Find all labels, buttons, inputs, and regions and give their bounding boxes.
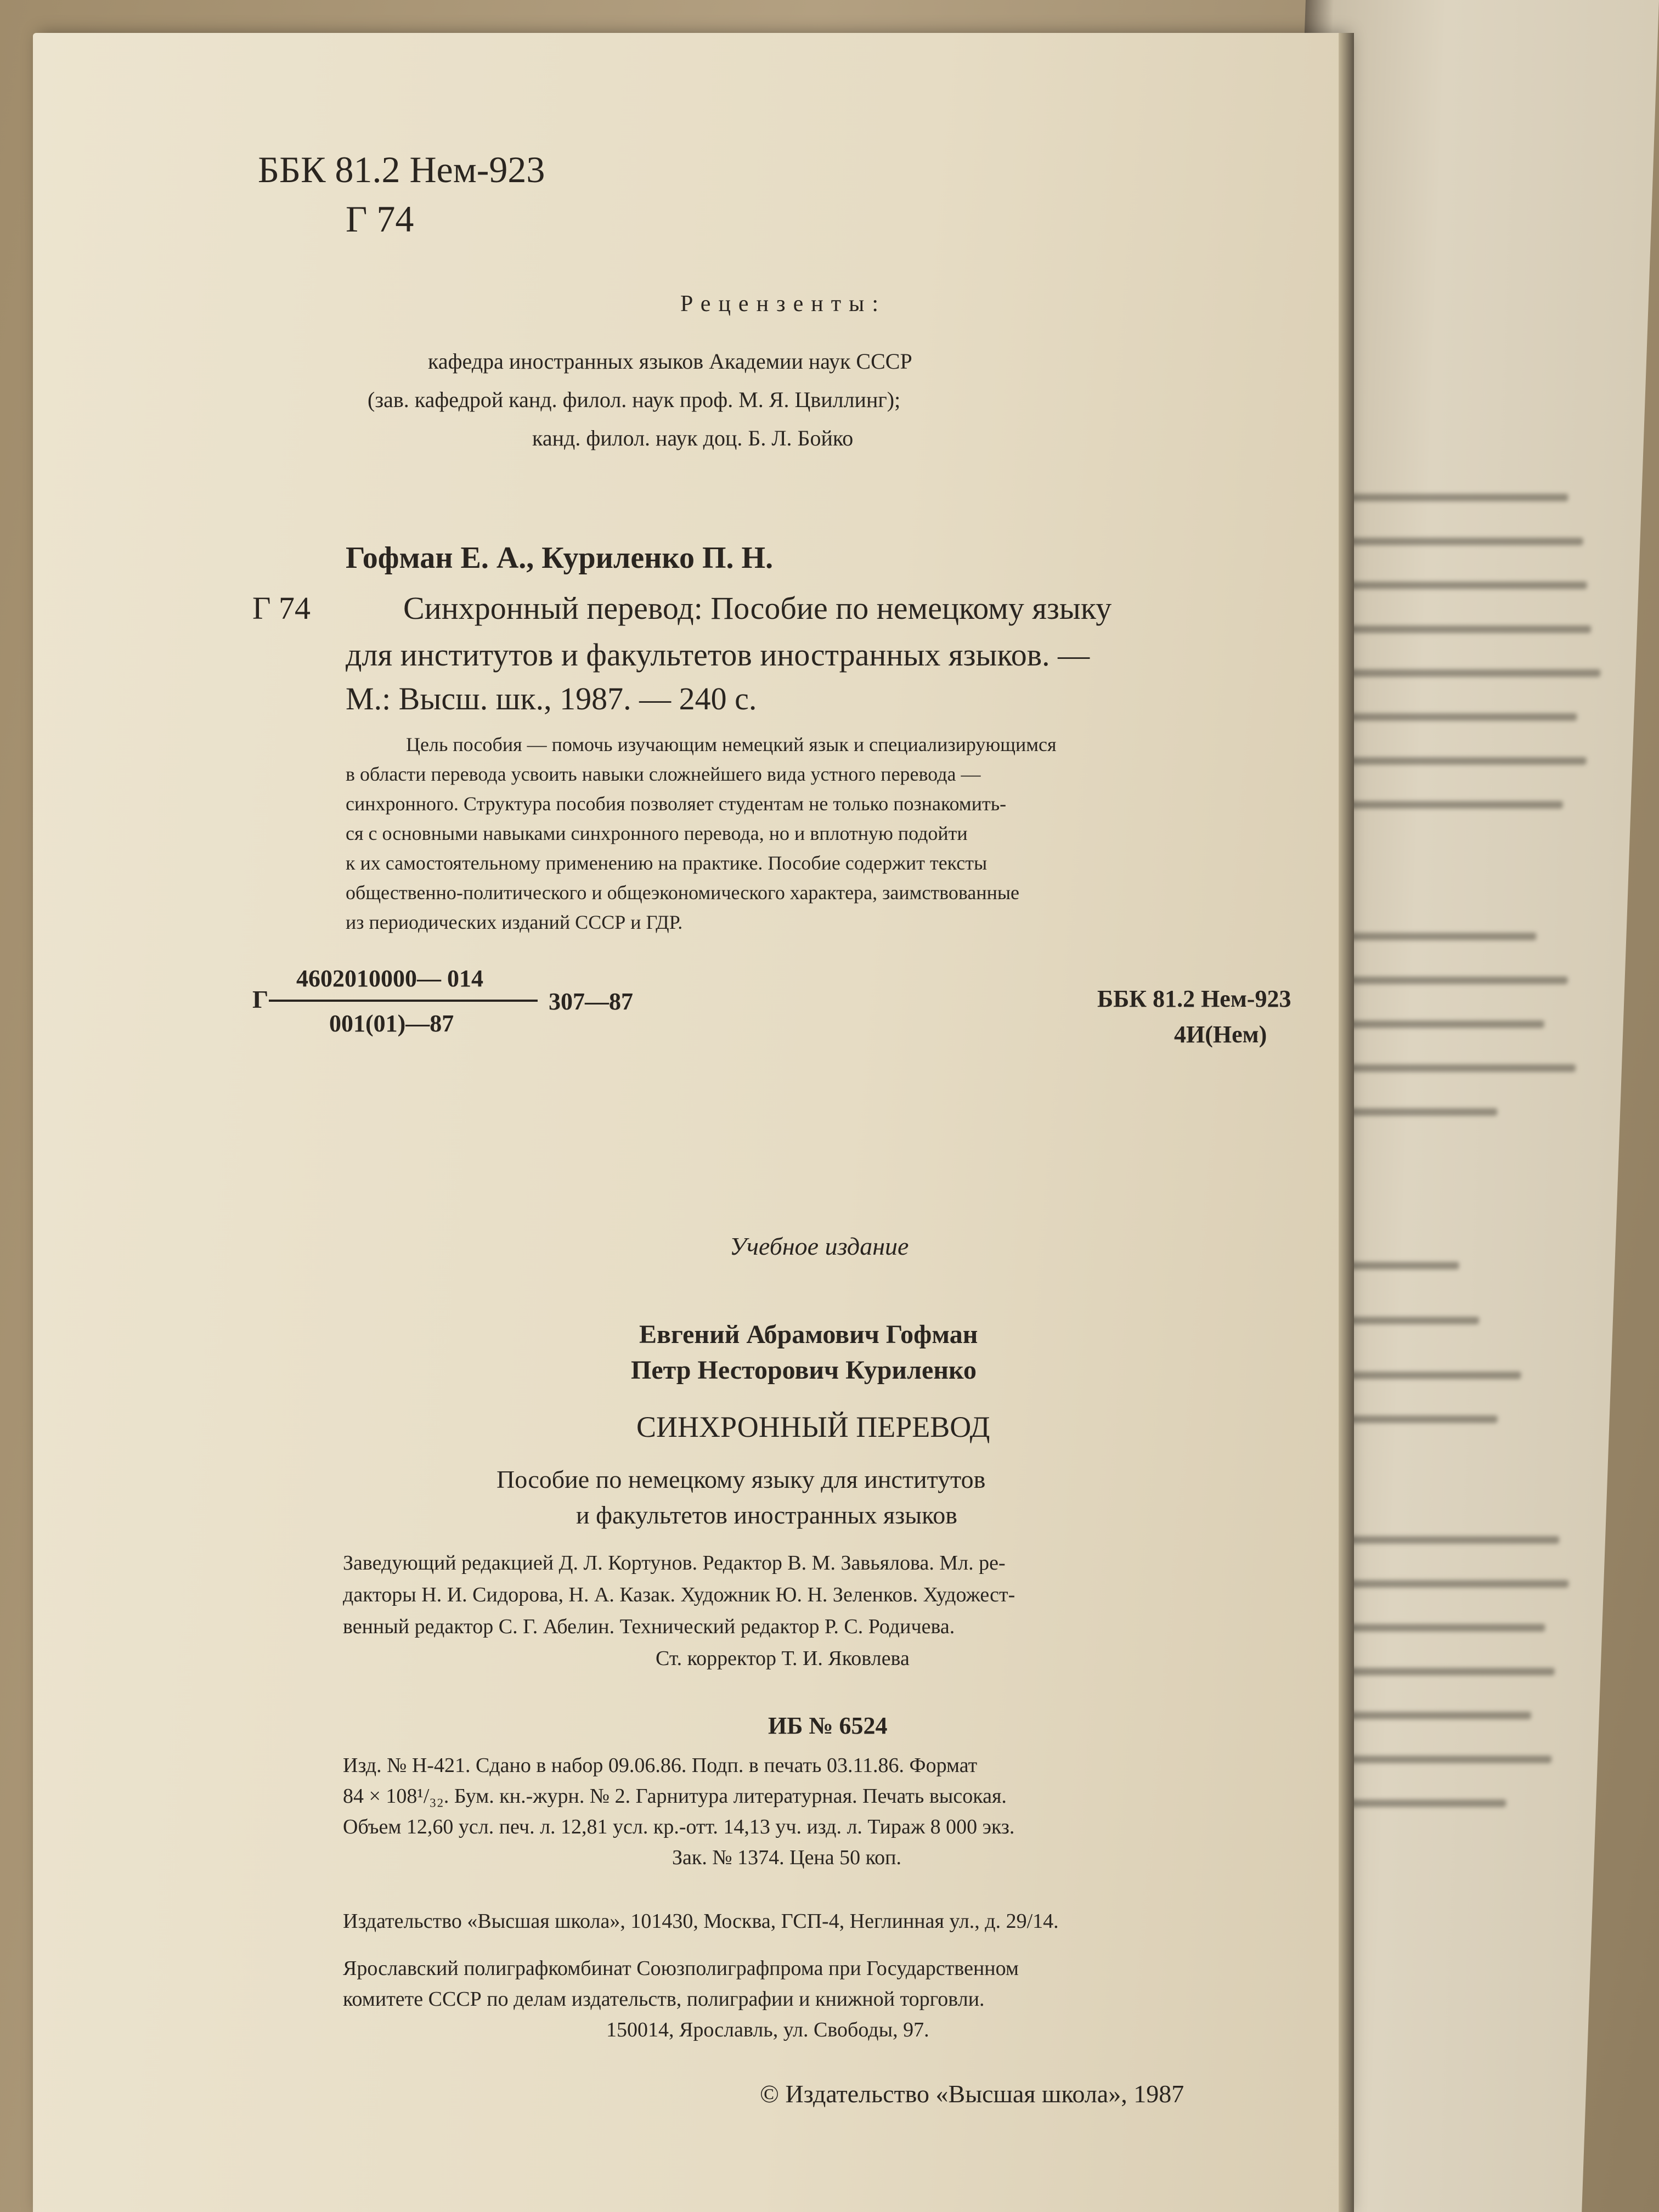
edition-imprint [343, 1750, 1014, 1873]
printer-line: Ярославский полиграфкомбинат Союзполиграфпрома при Государственном [343, 1957, 1019, 1980]
annotation-line: в области перевода усвоить навыки сложнейшего вида устного перевода — [346, 763, 981, 785]
edition-credits [343, 1547, 1015, 1674]
catalog-title-line: М.: Высш. шк., 1987. — 240 с. [346, 681, 757, 716]
annotation-line: синхронного. Структура пособия позволяет студентам не только познакомить- [346, 793, 1007, 815]
header-bbk: ББК 81.2 Нем-923 [258, 149, 545, 190]
blurred-text-line [1338, 494, 1568, 501]
edition-title: СИНХРОННЫЙ ПЕРЕВОД [636, 1410, 990, 1443]
catalog-title-line: Синхронный перевод: Пособие по немецкому языку [403, 590, 1112, 626]
blurred-text-line [1315, 669, 1600, 677]
catalog-code: Г 74 [252, 590, 311, 626]
annotation-line: из периодических изданий СССР и ГДР. [346, 911, 683, 933]
edition-subtitle-line: и факультетов иностранных языков [576, 1501, 957, 1529]
imprint-line: Изд. № Н-421. Сдано в набор 09.06.86. Подп. в печать 03.11.86. Формат [343, 1754, 978, 1777]
annotation-line: общественно-политического и общеэкономического характера, заимствованные [346, 882, 1020, 904]
edition-subtitle-line: Пособие по немецкому языку для институтов [496, 1465, 986, 1493]
page-gutter [1339, 33, 1354, 2212]
reviewers-line: (зав. кафедрой канд. филол. наук проф. М. Я. Цвиллинг); [368, 387, 901, 412]
imprint-line: Объем 12,60 усл. печ. л. 12,81 усл. кр.-отт. 14,13 уч. изд. л. Тираж 8 000 экз. [343, 1815, 1015, 1838]
printer-line: 150014, Ярославль, ул. Свободы, 97. [606, 2018, 929, 2041]
annotation-line: ся с основными навыками синхронного перевода, но и вплотную подойти [346, 822, 968, 844]
index-letter: Г [252, 985, 269, 1013]
index-bbk2: 4И(Нем) [1174, 1021, 1267, 1048]
credits-line: Заведующий редакцией Д. Л. Кортунов. Редактор В. М. Завьялова. Мл. ре- [343, 1551, 1006, 1575]
edition-copyright: © Издательство «Высшая школа», 1987 [760, 2080, 1184, 2108]
annotation-line: к их самостоятельному применению на практике. Пособие содержит тексты [346, 852, 988, 874]
header-code: Г 74 [346, 198, 414, 240]
edition-printer [343, 1953, 1019, 2045]
edition-type: Учебное издание [730, 1232, 909, 1260]
blurred-text-line [1330, 538, 1583, 545]
index-suffix: 307—87 [549, 988, 633, 1015]
printer-line: комитете СССР по делам издательств, полиграфии и книжной торговли. [343, 1988, 985, 2011]
imprint-line: 84 × 108¹/₃₂. Бум. кн.-журн. № 2. Гарнитура литературная. Печать высокая. [343, 1785, 1007, 1808]
edition-ib: ИБ № 6524 [768, 1712, 888, 1739]
index-bbk: ББК 81.2 Нем-923 [1097, 985, 1291, 1012]
credits-line: венный редактор С. Г. Абелин. Технический редактор Р. С. Родичева. [343, 1615, 955, 1638]
credits-line: дакторы Н. И. Сидорова, Н. А. Казак. Художник Ю. Н. Зеленков. Художест- [343, 1583, 1015, 1606]
edition-author: Петр Несторович Куриленко [631, 1356, 977, 1385]
index-denominator: 001(01)—87 [329, 1010, 454, 1037]
credits-line: Ст. корректор Т. И. Яковлева [656, 1647, 910, 1670]
blurred-text-line [1317, 625, 1591, 633]
imprint-line: Зак. № 1374. Цена 50 коп. [672, 1846, 901, 1869]
catalog-annotation [346, 730, 1057, 937]
reviewers-line: кафедра иностранных языков Академии наук СССР [428, 349, 912, 374]
edition-publisher: Издательство «Высшая школа», 101430, Москва, ГСП-4, Неглинная ул., д. 29/14. [343, 1910, 1059, 1933]
index-numerator: 4602010000— 014 [296, 965, 483, 992]
catalog-title-line: для институтов и факультетов иностранных языков. — [346, 637, 1090, 673]
annotation-line: Цель пособия — помочь изучающим немецкий язык и специализирующимся [406, 733, 1057, 755]
edition-author: Евгений Абрамович Гофман [639, 1320, 978, 1349]
catalog-authors: Гофман Е. А., Куриленко П. Н. [346, 541, 774, 575]
fraction-line [269, 1000, 538, 1002]
reviewers-line: канд. филол. наук доц. Б. Л. Бойко [532, 426, 854, 450]
reviewers-heading: Рецензенты: [680, 291, 886, 317]
blurred-text-line [1323, 582, 1587, 589]
